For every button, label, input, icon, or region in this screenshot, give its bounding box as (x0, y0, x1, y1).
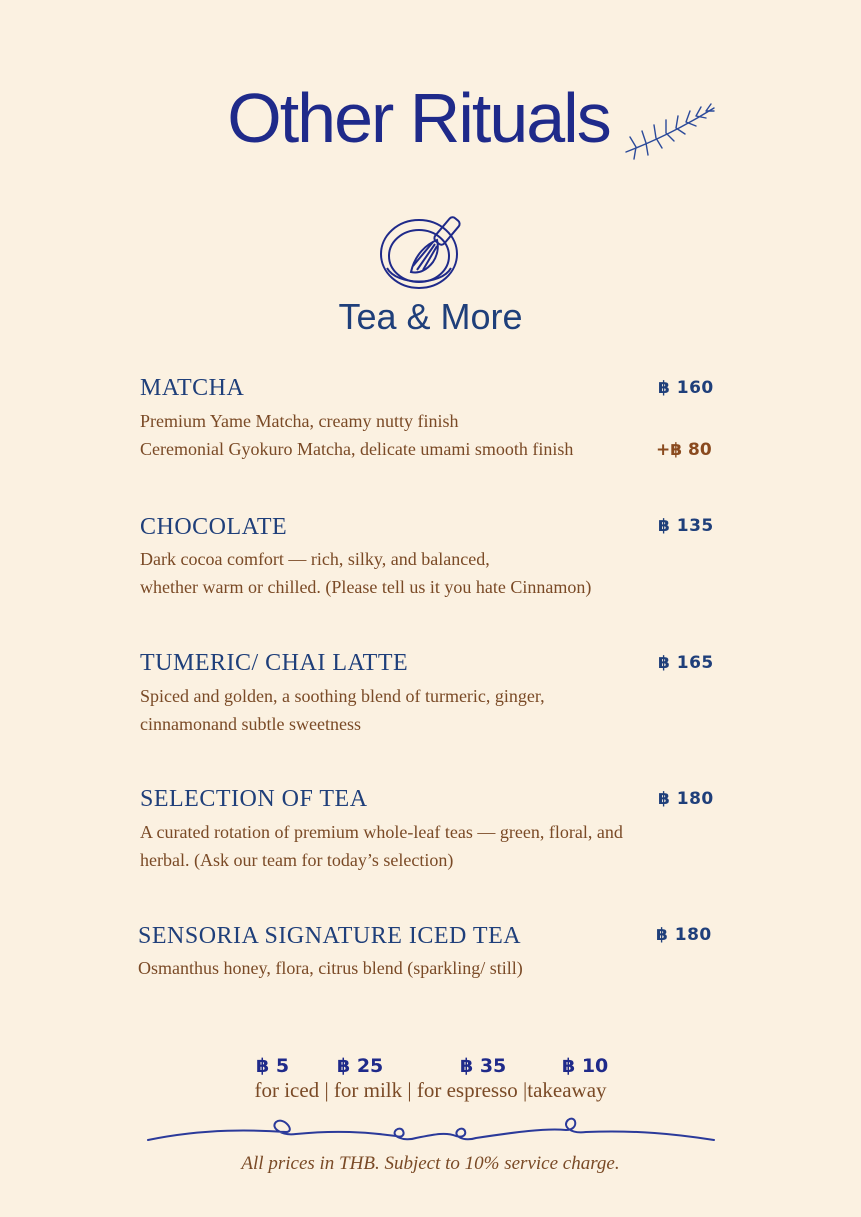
menu-item-desc-line: Dark cocoa comfort — rich, silky, and balanced, (140, 549, 490, 569)
matcha-bowl-whisk-icon (377, 210, 479, 294)
extras-labels (0, 1078, 861, 1103)
extra-price-espresso: ฿ 35 (460, 1055, 507, 1077)
rosemary-sprig-icon (622, 100, 718, 164)
menu-item-desc-line: Premium Yame Matcha, creamy nutty finish (140, 411, 459, 431)
menu-item-name: TUMERIC/ CHAI LATTE (140, 650, 409, 676)
menu-item-price: ฿ 160 (658, 378, 714, 398)
footer-note: All prices in THB. Subject to 10% service charge. (241, 1153, 620, 1174)
menu-item-price: ฿ 180 (658, 789, 714, 809)
section-subtitle: Tea & More (338, 296, 523, 337)
extra-price-iced: ฿ 5 (256, 1055, 290, 1077)
menu-item-price: ฿ 165 (658, 653, 714, 673)
menu-item-price: ฿ 180 (656, 925, 712, 945)
menu-item-name: MATCHA (140, 375, 245, 401)
menu-item-desc-line: whether warm or chilled. (Please tell us it you hate Cinnamon) (140, 577, 592, 597)
menu-item-desc-line: cinnamonand subtle sweetness (140, 714, 361, 734)
menu-item-desc-line: Ceremonial Gyokuro Matcha, delicate umami smooth finish (140, 439, 574, 459)
menu-item-name: CHOCOLATE (140, 514, 288, 540)
menu-item-desc-line: herbal. (Ask our team for today’s selection) (140, 850, 454, 870)
separator: | (517, 1078, 528, 1102)
extra-label-espresso: for espresso (416, 1078, 518, 1102)
menu-item-price: ฿ 135 (658, 516, 714, 536)
extra-label-iced: for iced (254, 1078, 320, 1102)
menu-item-desc-line: A curated rotation of premium whole-leaf teas — green, floral, and (140, 822, 623, 842)
extra-price-milk: ฿ 25 (337, 1055, 384, 1077)
extra-price-takeaway: ฿ 10 (562, 1055, 609, 1077)
extra-label-milk: for milk (333, 1078, 403, 1102)
separator: | (407, 1078, 417, 1102)
swirl-divider-icon (146, 1108, 716, 1148)
menu-item-desc-line: Spiced and golden, a soothing blend of turmeric, ginger, (140, 686, 545, 706)
menu-item-desc-line: Osmanthus honey, flora, citrus blend (sparkling/ still) (138, 958, 523, 978)
separator: | (324, 1078, 334, 1102)
extra-label-takeaway: takeaway (527, 1078, 607, 1102)
menu-item-name: SENSORIA SIGNATURE ICED TEA (138, 923, 522, 949)
menu-item-addon-price: +฿ 80 (656, 440, 712, 460)
menu-item-name: SELECTION OF TEA (140, 786, 368, 812)
page-title: Other Rituals (227, 79, 610, 157)
